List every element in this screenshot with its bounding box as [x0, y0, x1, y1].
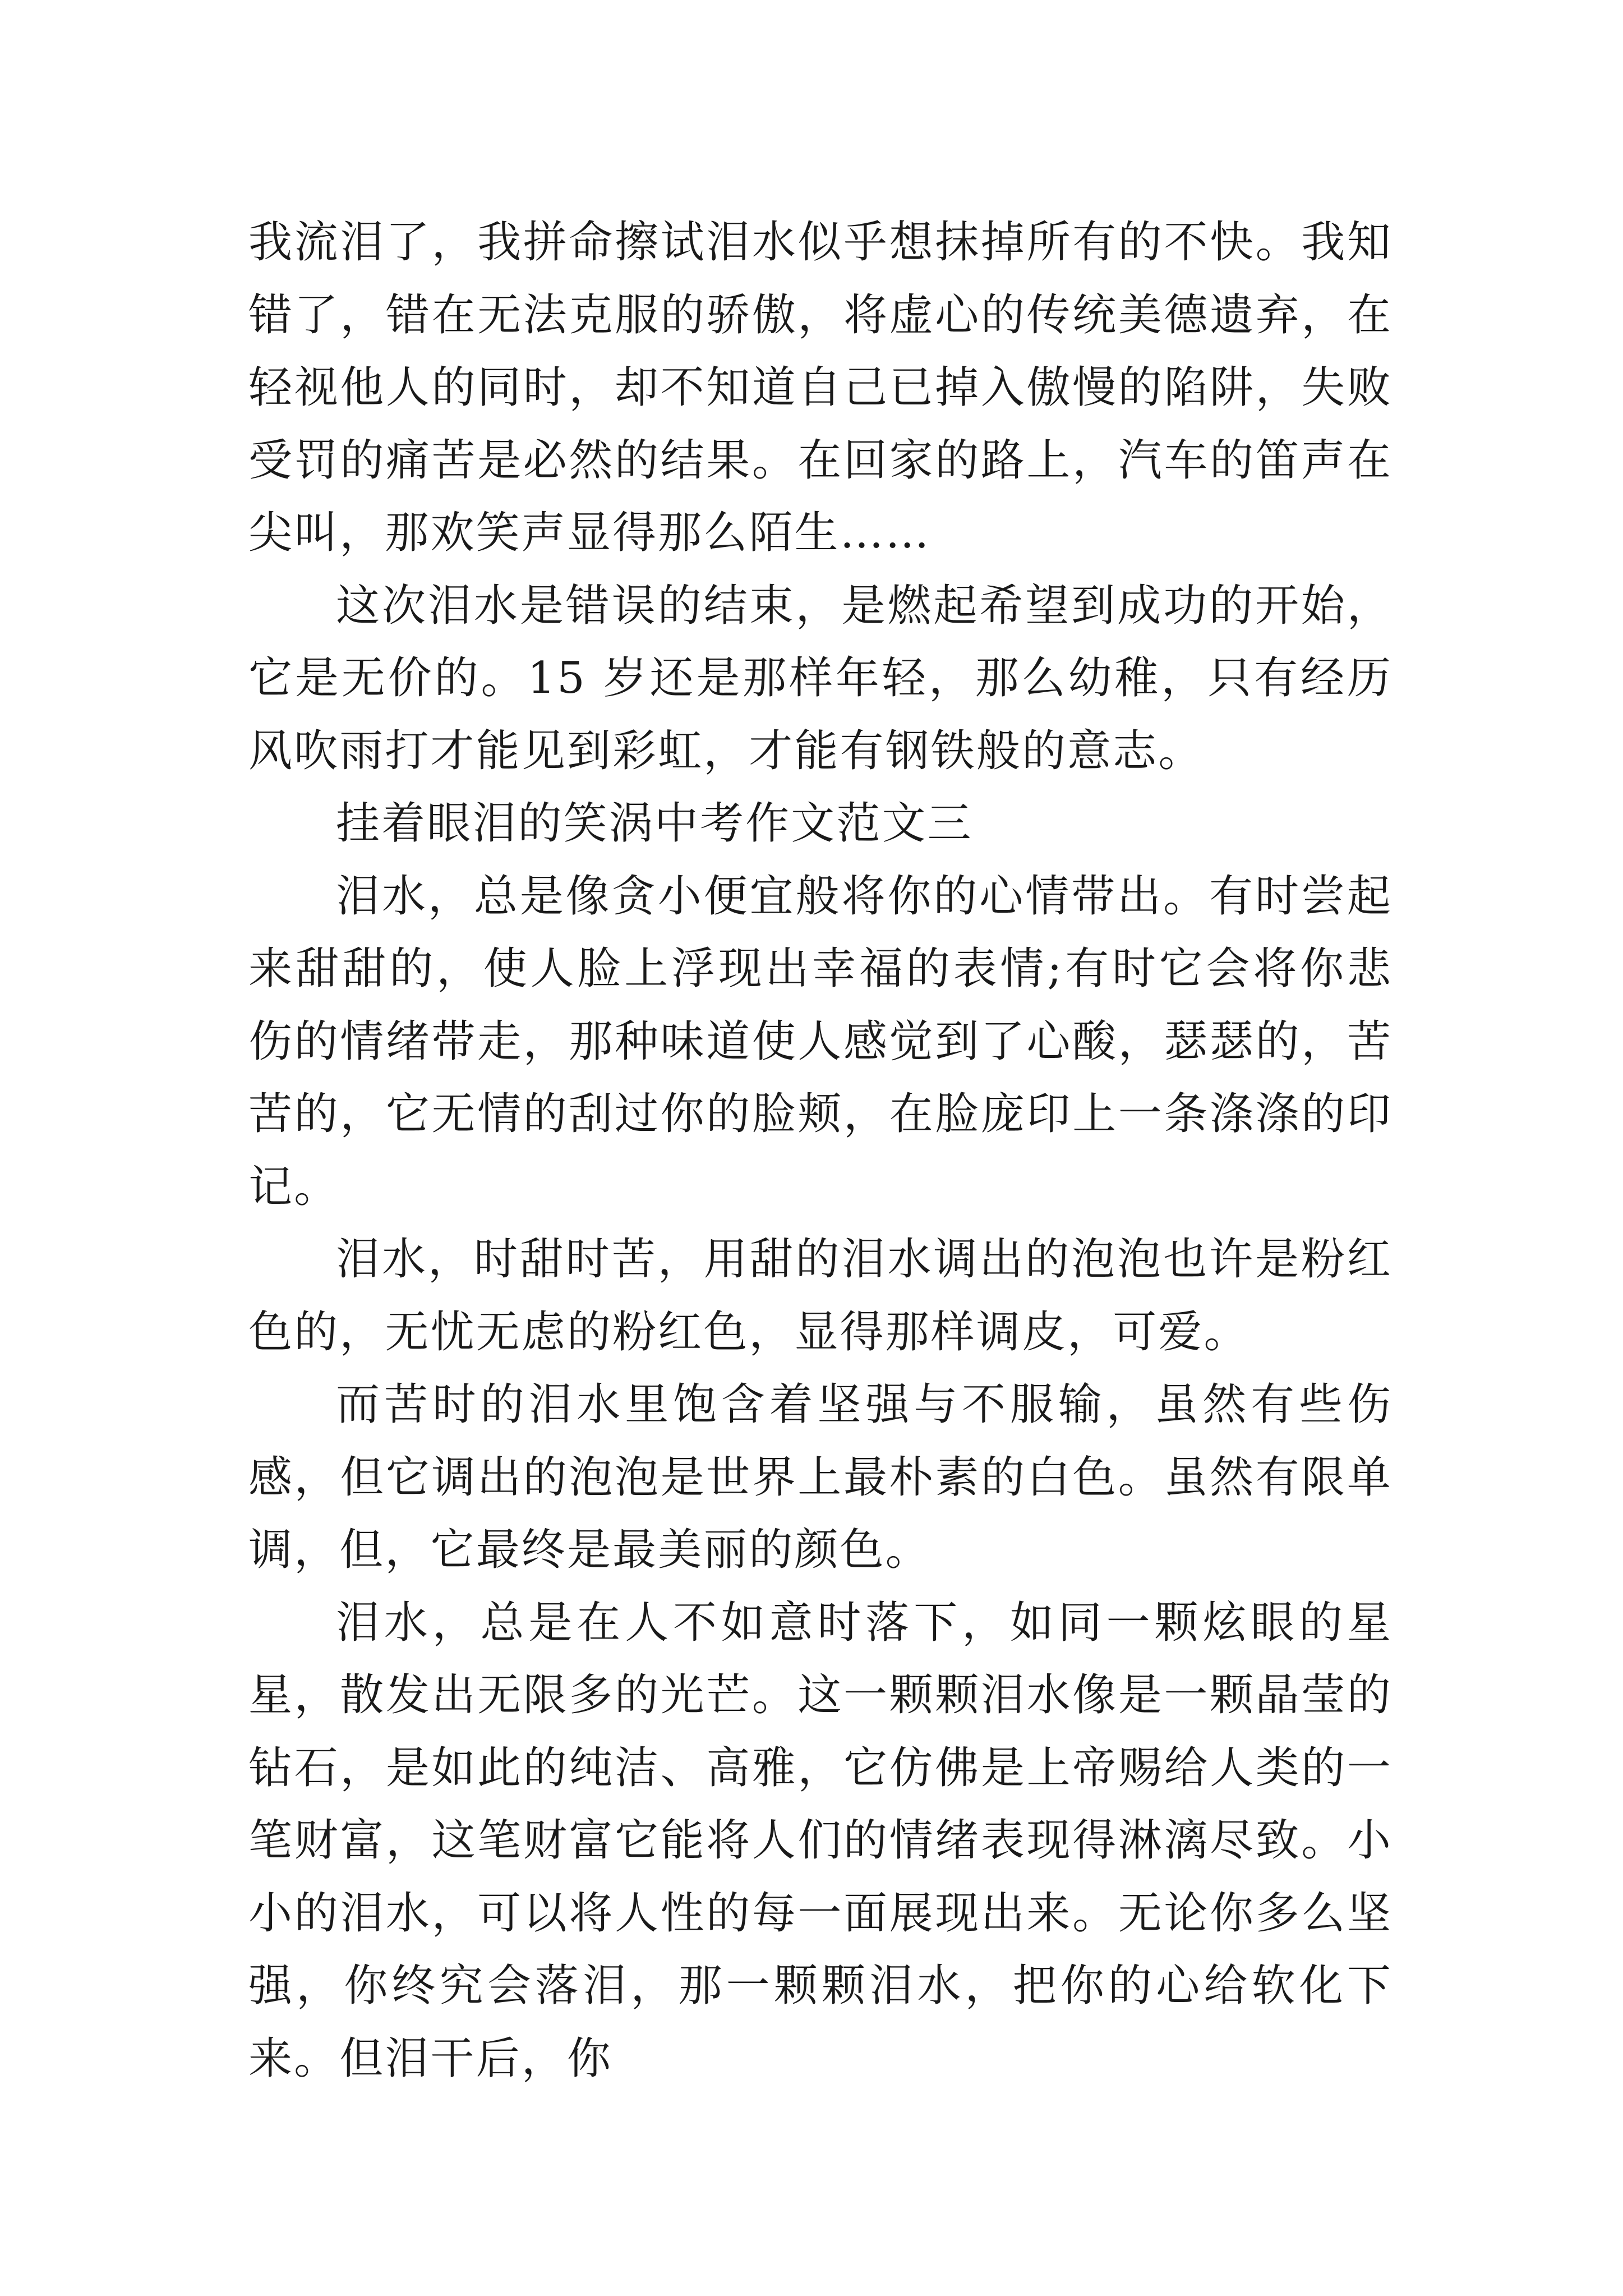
section-heading: 挂着眼泪的笑涡中考作文范文三 — [336, 798, 973, 849]
paragraph-1: 我流泪了，我拼命擦试泪水似乎想抹掉所有的不快。我知错了，错在无法克服的骄傲，将虚心的传统美德遗弃，在轻视他人的同时，却不知道自己已掉入傲慢的陷阱，失败受罚的痛苦是必然的结果。在回家的路上，汽车的笛声在尖叫，那欢笑声显得那么陌生…… — [248, 217, 1393, 558]
paragraph-6: 泪水，总是在人不如意时落下，如同一颗炫眼的星星，散发出无限多的光芒。这一颗颗泪水像是一颗晶莹的钻石，是如此的纯洁、高雅，它仿佛是上帝赐给人类的一笔财富，这笔财富它能将人们的情绪表现得淋漓尽致。小小的泪水，可以将人性的每一面展现出来。无论你多么坚强，你终究会落泪，那一颗颗泪水，把你的心给软化下来。但泪干后，你 — [248, 1597, 1393, 2084]
paragraph-4: 泪水，时甜时苦，用甜的泪水调出的泡泡也许是粉红色的，无忧无虑的粉红色，显得那样调皮，可爱。 — [248, 1234, 1393, 1358]
document-body — [248, 206, 1393, 2095]
paragraph-2: 这次泪水是错误的结束，是燃起希望到成功的开始，它是无价的。15 岁还是那样年轻，那么幼稚，只有经历风吹雨打才能见到彩虹，才能有钢铁般的意志。 — [248, 580, 1393, 776]
paragraph-5: 而苦时的泪水里饱含着坚强与不服输，虽然有些伤感，但它调出的泡泡是世界上最朴素的白色。虽然有限单调，但，它最终是最美丽的颜色。 — [248, 1379, 1393, 1575]
paragraph-3: 泪水，总是像贪小便宜般将你的心情带出。有时尝起来甜甜的，使人脸上浮现出幸福的表情;有时它会将你悲伤的情绪带走，那种味道使人感觉到了心酸，瑟瑟的，苦苦的，它无情的刮过你的脸颊，在脸庞印上一条涤涤的印记。 — [248, 871, 1393, 1212]
